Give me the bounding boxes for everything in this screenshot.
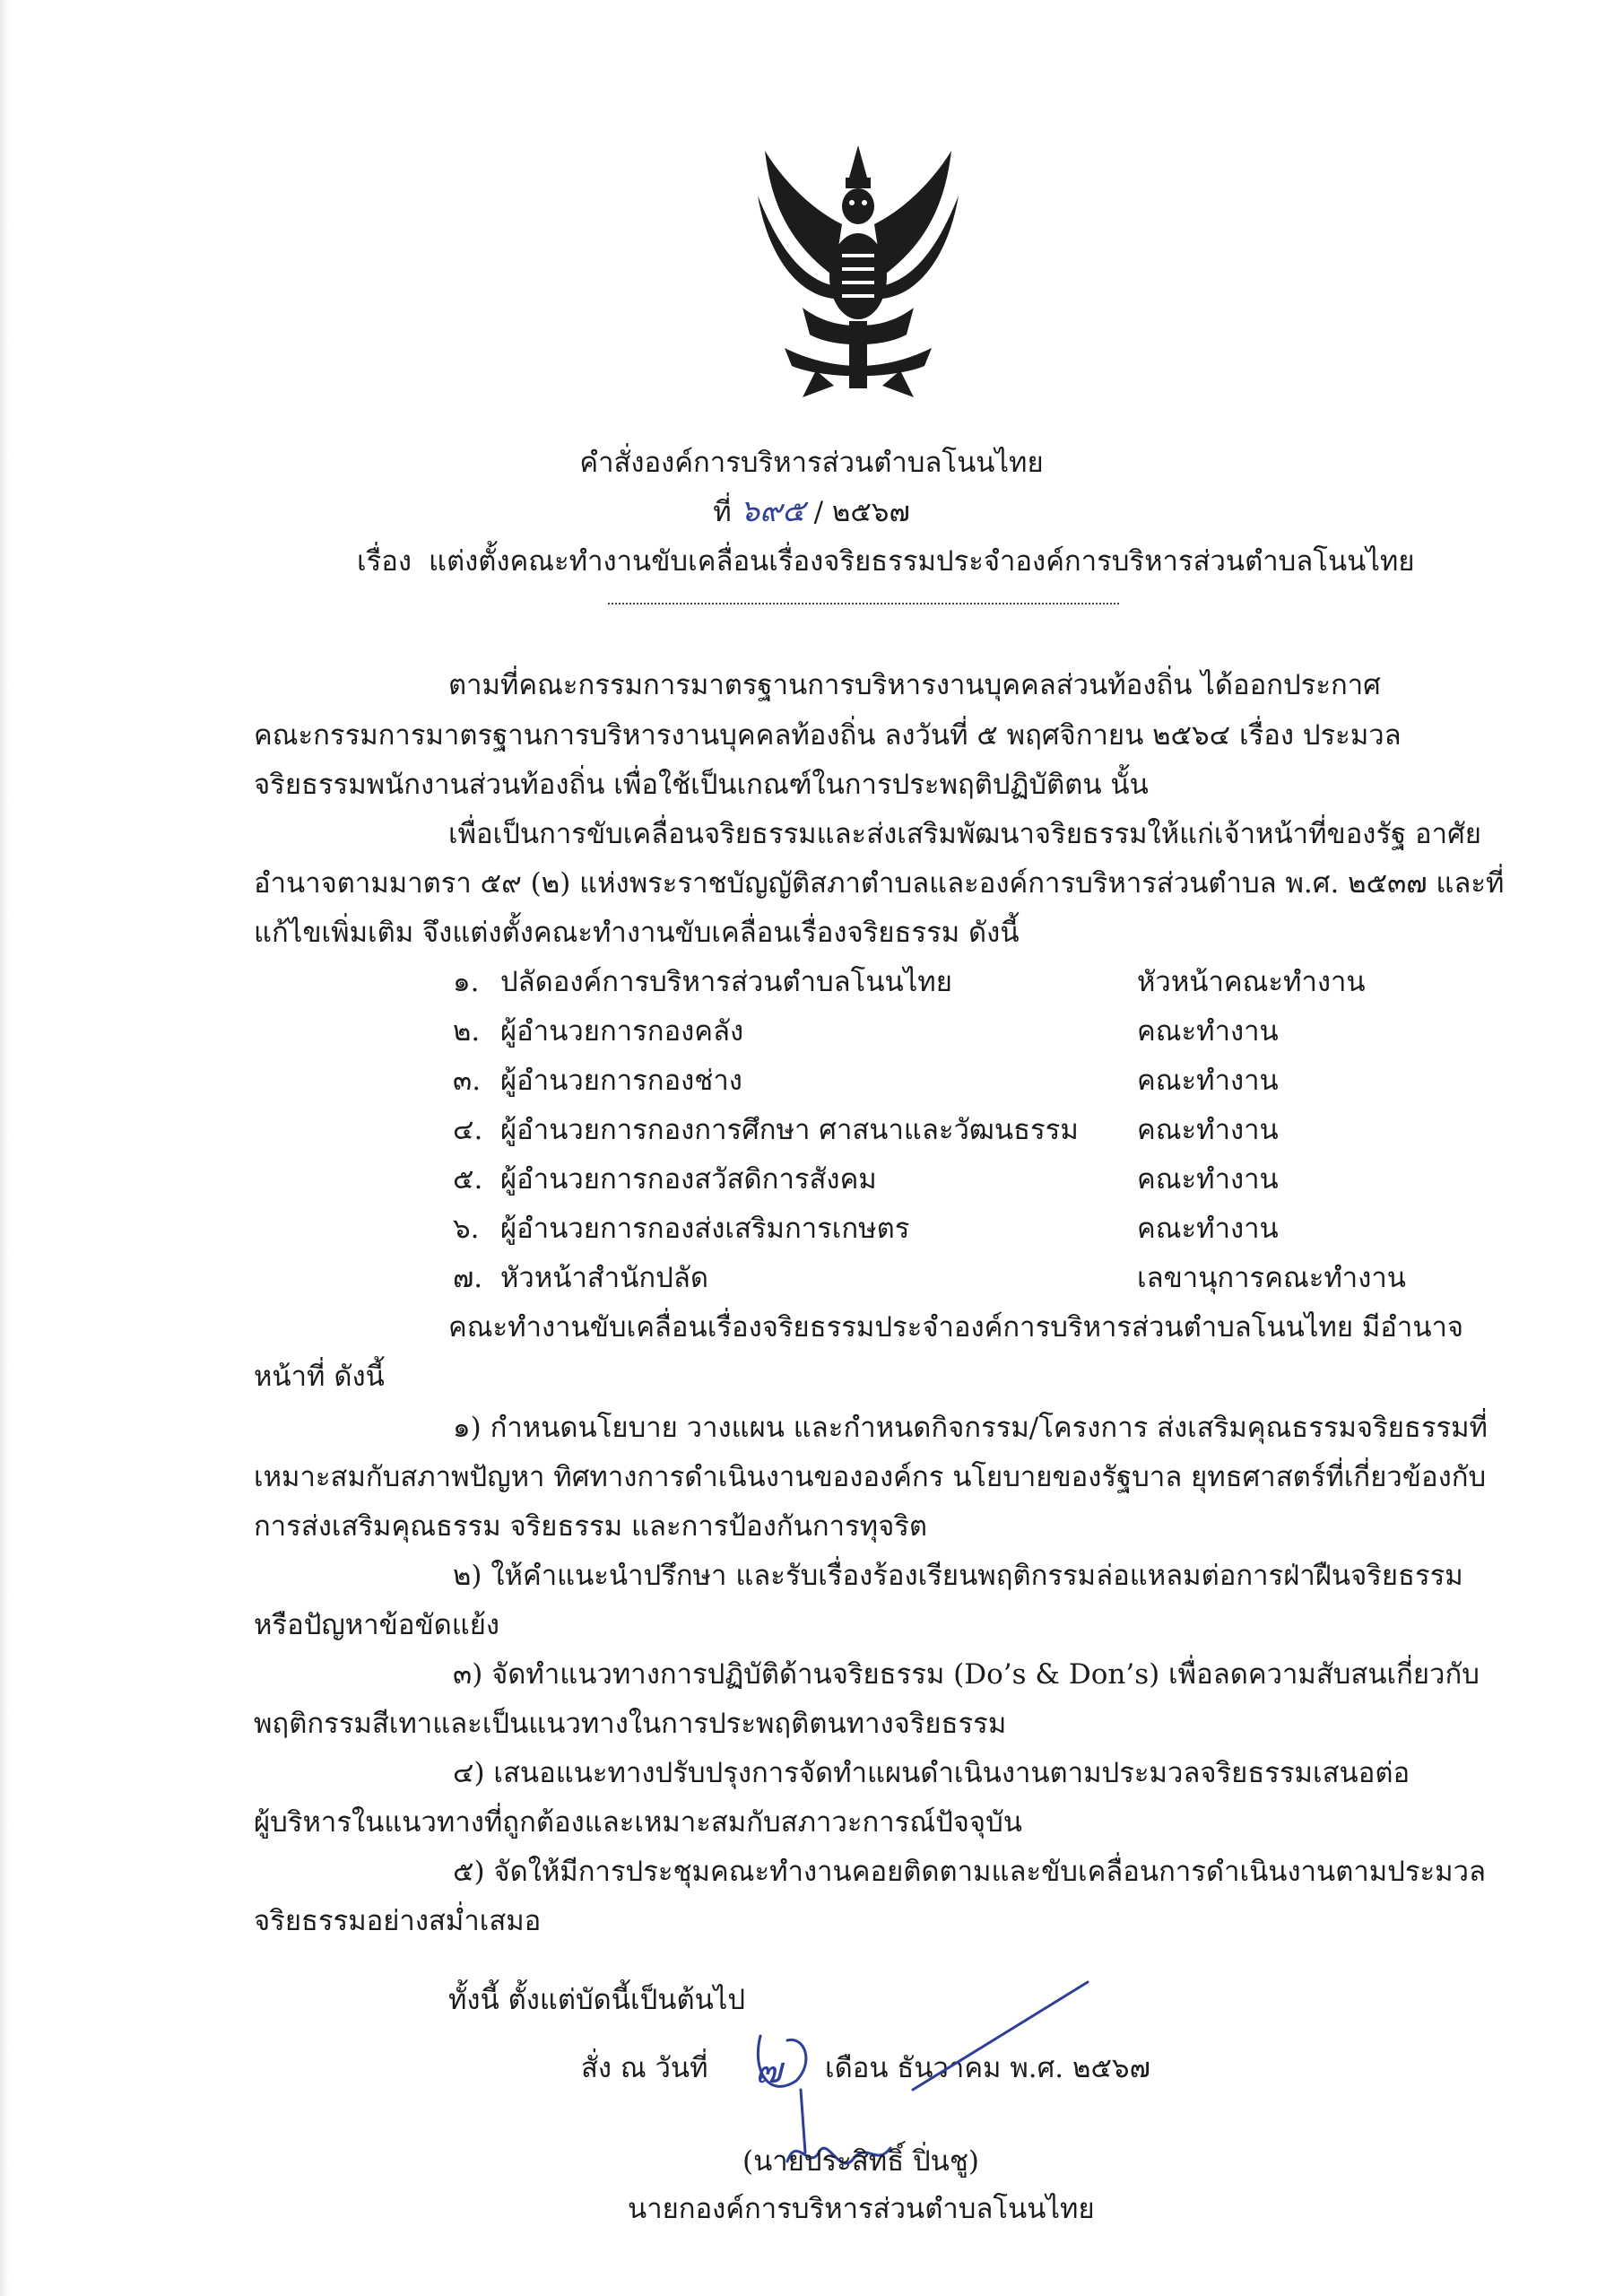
member-position: ผู้อำนวยการกองสวัสดิการสังคม xyxy=(500,1163,877,1196)
member-role: คณะทำงาน xyxy=(1137,1114,1279,1146)
para1-line2: คณะกรรมการมาตรฐานการบริหารงานบุคคลท้องถิ่น ลงวันที่ ๕ พฤศจิกายน ๒๕๖๔ เรื่อง ประมวล xyxy=(254,719,1402,752)
order-number-handwritten: ๖๙๕ xyxy=(740,493,805,529)
member-role: เลขานุการคณะทำงาน xyxy=(1137,1262,1406,1294)
duty-3-line1: ๓) จัดทำแนวทางการปฏิบัติด้านจริยธรรม (Do’s & Don’s) เพื่อลดความสับสนเกี่ยวกับ xyxy=(453,1658,1480,1691)
order-date-suffix: เดือน ธันวาคม พ.ศ. ๒๕๖๗ xyxy=(825,2052,1150,2084)
member-position: ผู้อำนวยการกองการศึกษา ศาสนาและวัฒนธรรม xyxy=(500,1114,1079,1146)
duty-1-line1: ๑) กำหนดนโยบาย วางแผน และกำหนดกิจกรรม/โครงการ ส่งเสริมคุณธรรมจริยธรรมที่ xyxy=(453,1412,1488,1444)
order-number xyxy=(0,493,1623,530)
order-number-prefix: ที่ xyxy=(713,496,732,528)
effective-statement: ทั้งนี้ ตั้งแต่บัดนี้เป็นต้นไป xyxy=(448,1984,746,2016)
member-no: ๒. xyxy=(453,1015,481,1048)
member-no: ๔. xyxy=(453,1114,483,1146)
duty-5-line1: ๕) จัดให้มีการประชุมคณะทำงานคอยติดตามและขับเคลื่อนการดำเนินงานตามประมวล xyxy=(453,1856,1486,1888)
duty-4-line1: ๔) เสนอแนะทางปรับปรุงการจัดทำแผนดำเนินงานตามประมวลจริยธรรมเสนอต่อ xyxy=(453,1757,1410,1789)
duty-4-line2: ผู้บริหารในแนวทางที่ถูกต้องและเหมาะสมกับสภาวะการณ์ปัจจุบัน xyxy=(254,1806,1022,1839)
member-role: หัวหน้าคณะทำงาน xyxy=(1137,966,1366,998)
duty-3-line2: พฤติกรรมสีเทาและเป็นแนวทางในการประพฤติตนทางจริยธรรม xyxy=(254,1708,1007,1740)
para1-line1: ตามที่คณะกรรมการมาตรฐานการบริหารงานบุคคลส่วนท้องถิ่น ได้ออกประกาศ xyxy=(448,669,1381,701)
member-position: ผู้อำนวยการกองคลัง xyxy=(500,1015,744,1048)
scan-edge xyxy=(0,0,9,2296)
member-no: ๕. xyxy=(453,1163,483,1196)
member-no: ๖. xyxy=(453,1213,480,1245)
para2-line3: แก้ไขเพิ่มเติม จึงแต่งตั้งคณะทำงานขับเคลื่อนเรื่องจริยธรรม ดังนี้ xyxy=(254,917,1020,949)
duties-intro-line2: หน้าที่ ดังนี้ xyxy=(254,1361,385,1393)
subject-text: แต่งตั้งคณะทำงานขับเคลื่อนเรื่องจริยธรรมประจำองค์การบริหารส่วนตำบลโนนไทย xyxy=(429,545,1415,578)
member-position: ปลัดองค์การบริหารส่วนตำบลโนนไทย xyxy=(500,966,952,998)
member-role: คณะทำงาน xyxy=(1137,1163,1279,1196)
garuda-emblem-icon xyxy=(749,142,968,402)
member-role: คณะทำงาน xyxy=(1137,1213,1279,1245)
member-position: ผู้อำนวยการกองช่าง xyxy=(500,1065,742,1097)
order-number-suffix: / ๒๕๖๗ xyxy=(813,496,910,528)
duty-1-line3: การส่งเสริมคุณธรรม จริยธรรม และการป้องกันการทุจริต xyxy=(254,1510,928,1543)
para2-line2: อำนาจตามมาตรา ๕๙ (๒) แห่งพระราชบัญญัติสภาตำบลและองค์การบริหารส่วนตำบล พ.ศ. ๒๕๓๗ และที่ xyxy=(254,867,1505,900)
duties-intro-line1: คณะทำงานขับเคลื่อนเรื่องจริยธรรมประจำองค์การบริหารส่วนตำบลโนนไทย มีอำนาจ xyxy=(448,1311,1464,1344)
member-role: คณะทำงาน xyxy=(1137,1065,1279,1097)
order-title: คำสั่งองค์การบริหารส่วนตำบลโนนไทย xyxy=(579,447,1044,479)
duty-5-line2: จริยธรรมอย่างสม่ำเสมอ xyxy=(254,1905,542,1937)
member-no: ๗. xyxy=(453,1262,483,1294)
para2-line1: เพื่อเป็นการขับเคลื่อนจริยธรรมและส่งเสริมพัฒนาจริยธรรมให้แก่เจ้าหน้าที่ของรัฐ อาศัย xyxy=(448,818,1481,850)
separator-dots xyxy=(608,603,1119,604)
order-day-handwritten: ๗ xyxy=(755,2050,783,2092)
member-position: หัวหน้าสำนักปลัด xyxy=(500,1262,708,1294)
member-no: ๑. xyxy=(453,966,480,998)
duty-2-line2: หรือปัญหาข้อขัดแย้ง xyxy=(254,1609,500,1641)
duty-2-line1: ๒) ให้คำแนะนำปรึกษา และรับเรื่องร้องเรียนพฤติกรรมล่อแหลมต่อการฝ่าฝืนจริยธรรม xyxy=(453,1560,1463,1592)
member-role: คณะทำงาน xyxy=(1137,1015,1279,1048)
member-no: ๓. xyxy=(453,1065,482,1097)
para1-line3: จริยธรรมพนักงานส่วนท้องถิ่น เพื่อใช้เป็นเกณฑ์ในการประพฤติปฏิบัติตน นั้น xyxy=(254,769,1149,801)
subject-label: เรื่อง xyxy=(357,545,412,578)
signer-name: (นายประสิทธิ์ ปิ่นชู) xyxy=(742,2145,979,2178)
member-position: ผู้อำนวยการกองส่งเสริมการเกษตร xyxy=(500,1213,910,1245)
order-date-prefix: สั่ง ณ วันที่ xyxy=(581,2052,708,2084)
signer-title: นายกองค์การบริหารส่วนตำบลโนนไทย xyxy=(628,2193,1095,2225)
duty-1-line2: เหมาะสมกับสภาพปัญหา ทิศทางการดำเนินงานขององค์กร นโยบายของรัฐบาล ยุทธศาสตร์ที่เกี่ยวข้องกับ xyxy=(254,1461,1487,1493)
